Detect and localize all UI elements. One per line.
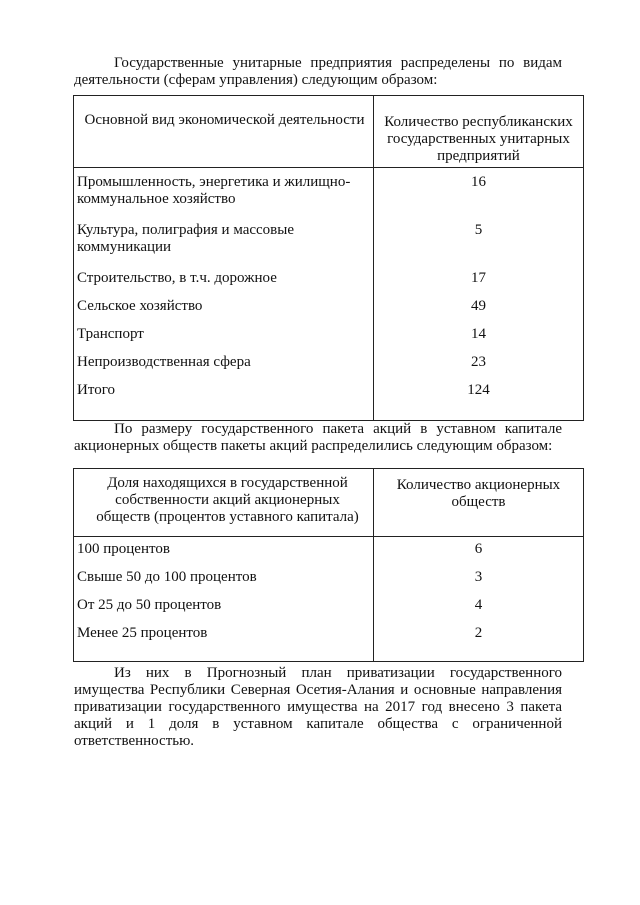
share-cell: От 25 до 50 процентов: [77, 597, 222, 613]
enterprises-by-activity-table: [73, 95, 584, 421]
activity-cell: Транспорт: [77, 326, 144, 342]
count-cell: 17: [471, 270, 486, 286]
activity-cell: Итого: [77, 382, 115, 398]
activity-cell: Промышленность, энергетика и жилищно-коммунальное хозяйство: [77, 174, 351, 207]
activity-cell: Культура, полиграфия и массовые коммуникации: [77, 222, 294, 255]
count-cell: 3: [474, 569, 483, 585]
table-row: [74, 326, 584, 354]
count-cell: 49: [471, 298, 486, 314]
table-row: [74, 298, 584, 326]
table-row: [74, 537, 584, 570]
middle-paragraph-text: По размеру государственного пакета акций в уставном капитале акционерных обществ пакеты акций распределились следующим образом:: [74, 421, 562, 454]
table-row: [74, 625, 584, 662]
count-cell: 2: [474, 625, 483, 641]
table-row: [74, 168, 584, 223]
table-header-row: [74, 96, 584, 168]
share-packages-table: [73, 468, 584, 662]
table-row: [74, 569, 584, 597]
share-cell: 100 процентов: [77, 541, 170, 557]
table-row-total: [74, 382, 584, 421]
final-paragraph-text: Из них в Прогнозный план приватизации государственного имущества Республики Северная Осетия-Алания и основные направления приватизации государственного имущества на 2017 год внесено 3 пакета акций и 1 доля в уставном капитале общества с ограниченной ответственностью.: [74, 665, 562, 749]
count-cell: 16: [471, 174, 486, 190]
count-cell: 5: [474, 222, 483, 238]
activity-cell: Непроизводственная сфера: [77, 354, 251, 370]
table-row: [74, 597, 584, 625]
table-header-row: [74, 469, 584, 537]
intro-paragraph-text: Государственные унитарные предприятия распределены по видам деятельности (сферам управления) следующим образом:: [74, 55, 562, 88]
count-cell: 4: [474, 597, 483, 613]
activity-cell: Строительство, в т.ч. дорожное: [77, 270, 277, 286]
intro-paragraph: [74, 55, 562, 89]
share-cell: Менее 25 процентов: [77, 625, 208, 641]
column-header-share: Доля находящихся в государственной собственности акций акционерных обществ (процентов уставного капитала): [74, 469, 374, 537]
share-cell: Свыше 50 до 100 процентов: [77, 569, 257, 585]
table-row: [74, 222, 584, 270]
count-cell: 124: [467, 382, 490, 398]
table-row: [74, 354, 584, 382]
activity-cell: Сельское хозяйство: [77, 298, 203, 314]
column-header-activity: Основной вид экономической деятельности: [74, 96, 374, 168]
table-row: [74, 270, 584, 298]
count-cell: 6: [474, 541, 483, 557]
count-cell: 23: [471, 354, 486, 370]
final-paragraph: [74, 665, 562, 750]
count-cell: 14: [471, 326, 486, 342]
column-header-enterprise-count: Количество республиканских государственных унитарных предприятий: [374, 96, 584, 168]
column-header-company-count: Количество акционерных обществ: [374, 469, 584, 537]
middle-paragraph: [74, 421, 562, 455]
